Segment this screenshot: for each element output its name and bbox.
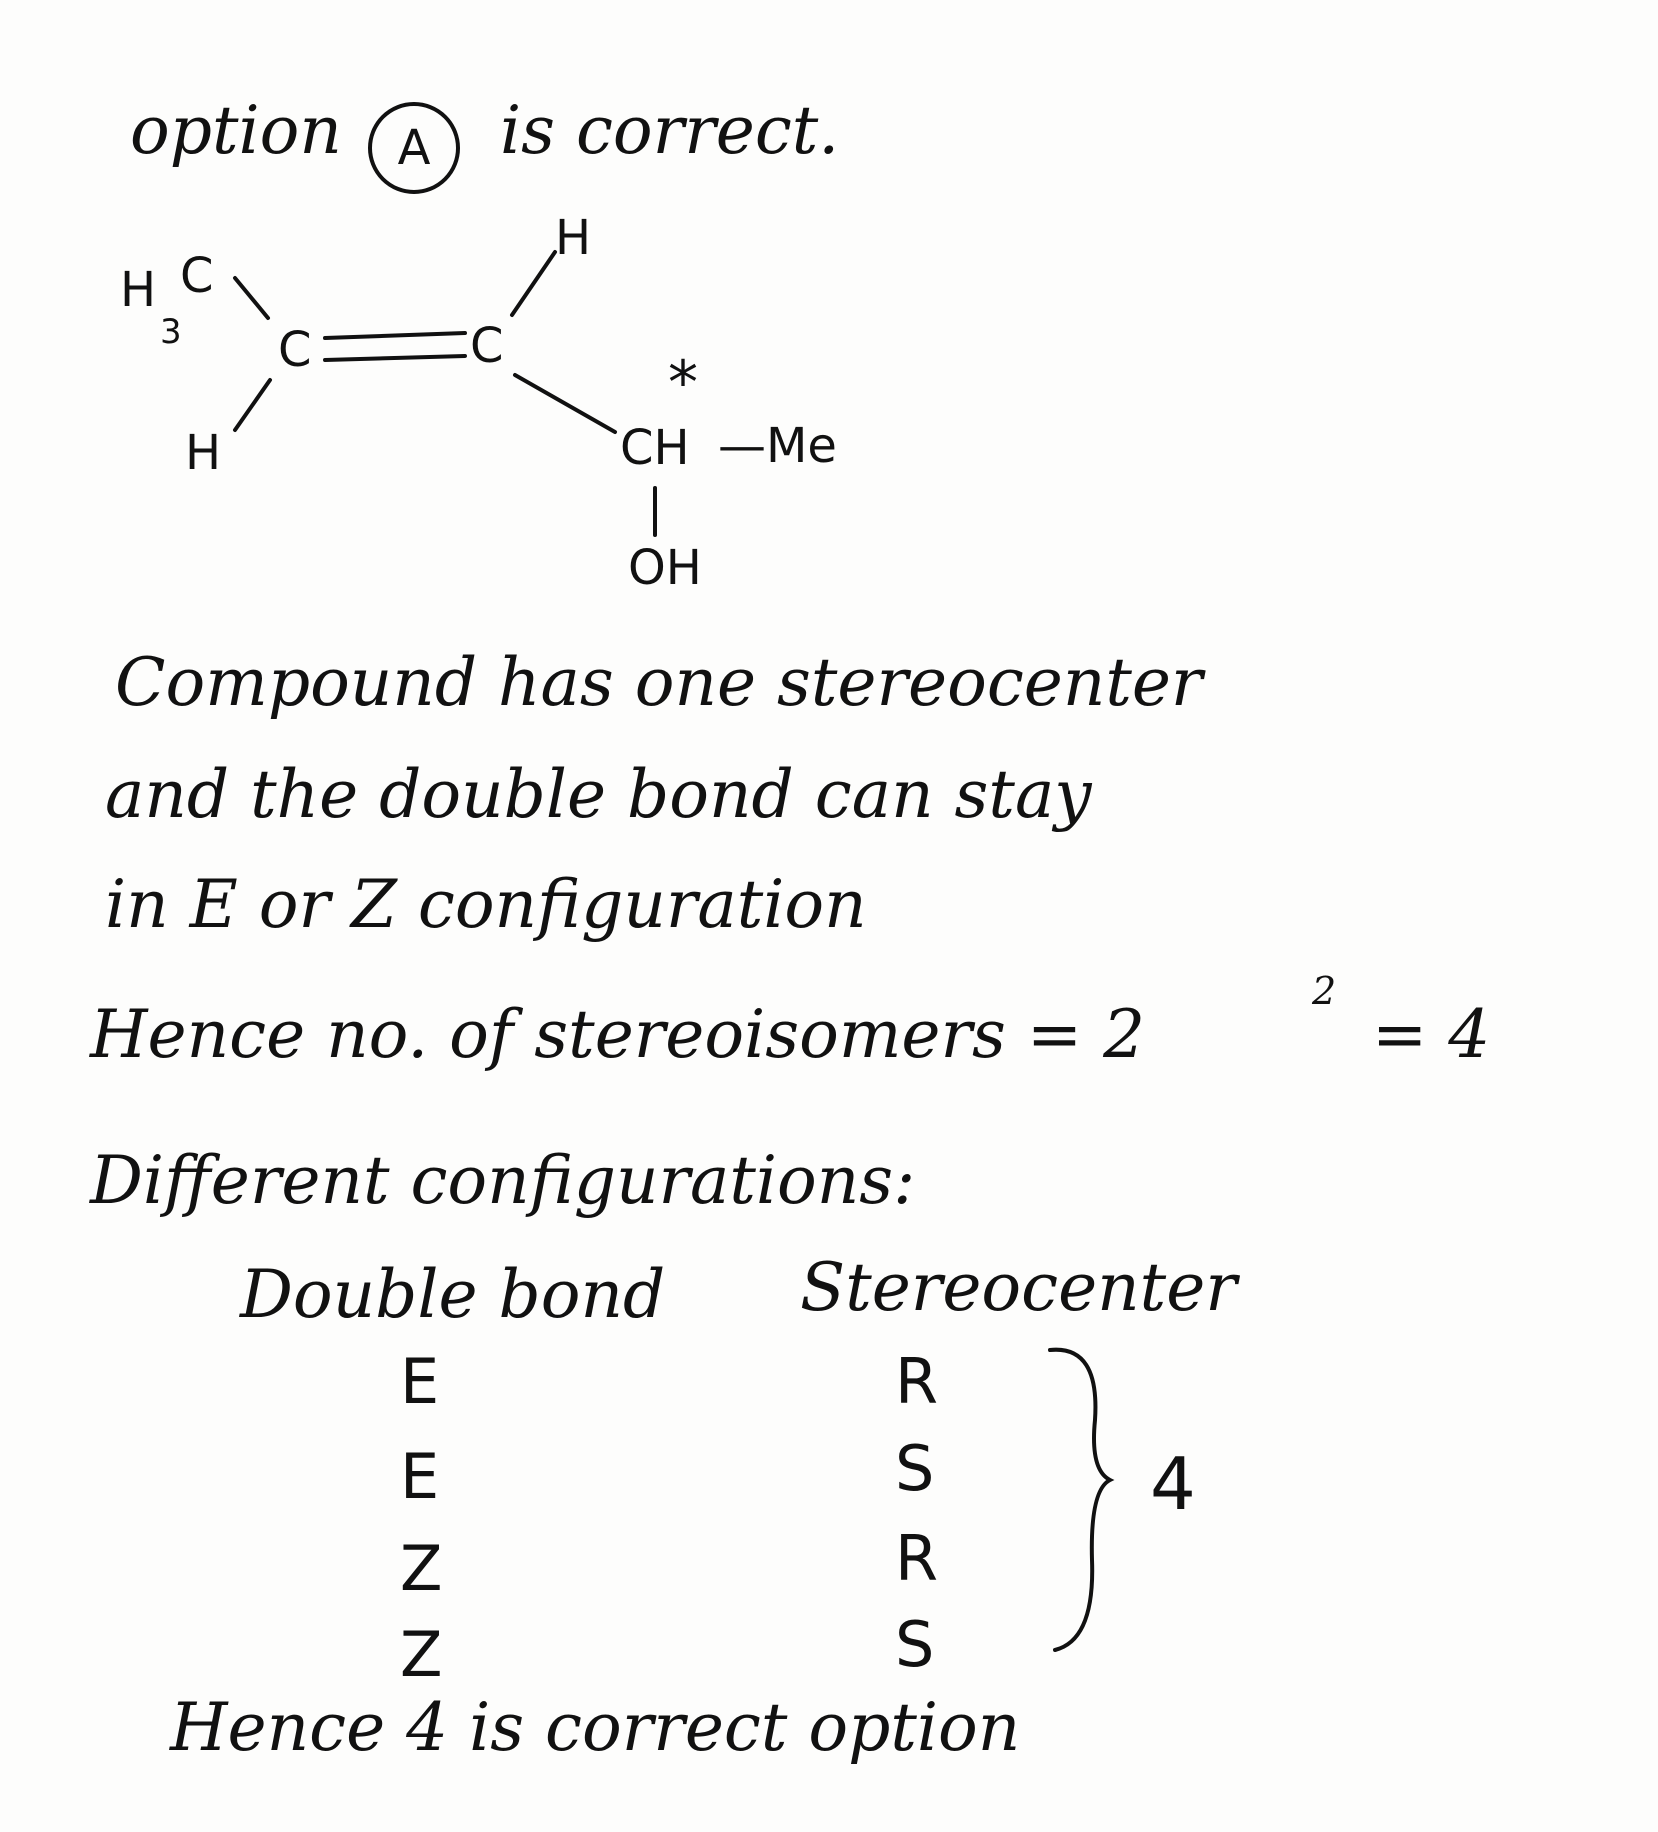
is-correct-text: is correct. [500, 92, 840, 169]
exponent: 2 [1312, 969, 1337, 1013]
methyl-c: C [180, 248, 214, 304]
text-line-3: in E or Z configuration [105, 866, 867, 943]
stereocenter-cell: S [895, 1432, 935, 1505]
conclusion-text: Hence 4 is correct option [170, 1689, 1021, 1766]
option-word: option [130, 92, 342, 169]
methyl-subscript: 3 [160, 312, 182, 352]
text-line-4: Hence no. of stereoisomers = 2 [90, 996, 1146, 1073]
stereocenter-cell: R [895, 1345, 939, 1418]
column-header-stereocenter: Stereocenter [800, 1249, 1237, 1326]
vinyl-h-left: H [185, 425, 222, 481]
stereocenter-cell: S [895, 1608, 935, 1681]
methyl-me: —Me [718, 418, 837, 474]
stereocenter-asterisk: * [668, 348, 698, 418]
double-bond-cell: E [400, 1440, 440, 1513]
text-line-2: and the double bond can stay [105, 756, 1092, 833]
methyl-h: H [120, 262, 157, 318]
text-line-5: Different configurations: [90, 1142, 916, 1219]
count-result: = 4 [1372, 996, 1491, 1073]
double-bond-cell: Z [400, 1532, 443, 1605]
text-line-1: Compound has one stereocenter [115, 644, 1203, 721]
stereocenter-cell: R [895, 1522, 939, 1595]
brace-count: 4 [1150, 1442, 1196, 1526]
stereocenter-ch: CH [620, 420, 690, 476]
alkene-carbon-left: C [278, 322, 312, 378]
double-bond-cell: E [400, 1345, 440, 1418]
column-header-double-bond: Double bond [240, 1256, 666, 1333]
hydroxyl-oh: OH [628, 540, 702, 596]
alkene-carbon-right: C [470, 318, 504, 374]
vinyl-h-top: H [555, 210, 592, 266]
option-letter: A [397, 120, 431, 176]
double-bond-cell: Z [400, 1618, 443, 1691]
